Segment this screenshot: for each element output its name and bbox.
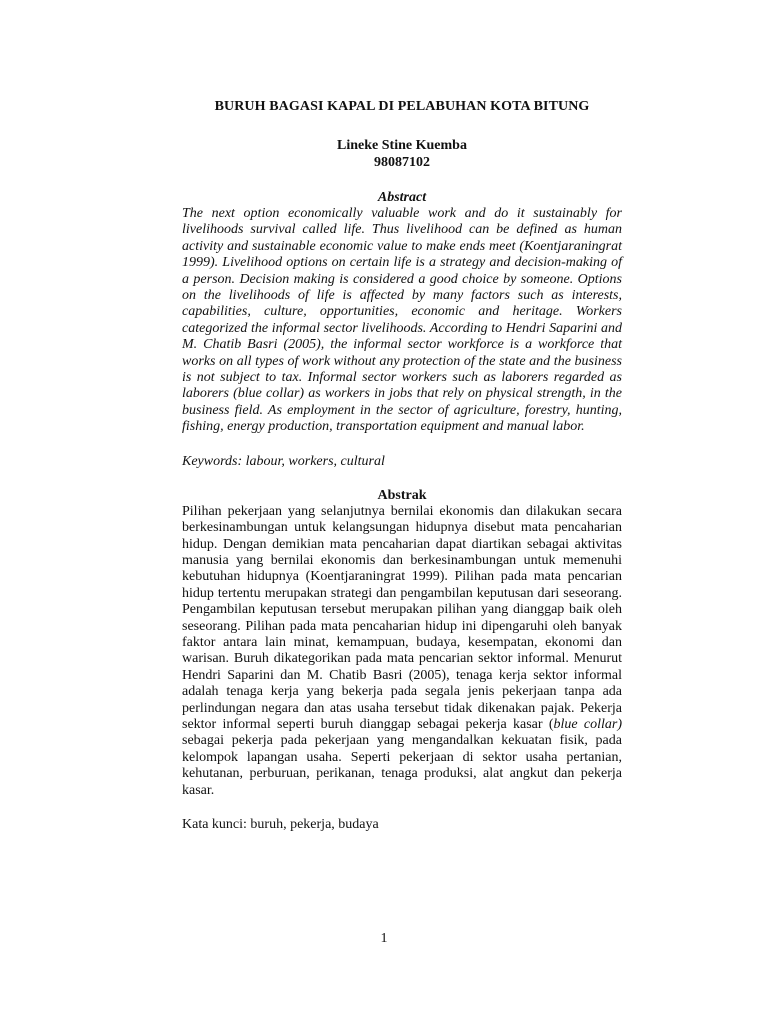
abstract-body: The next option economically valuable work and do it sustainably for livelihoods survival called life. Thus livelihood can be defined as human activity and sustainable economic value to make ends meet (Koentjaraningrat 1999). Livelihood options on certain life is a strategy and decision-making of a person. Decision making is considered a good choice by someone. Options on the livelihoods of life is affected by many factors such as interests, capabilities, culture, opportunities, economic and heritage. Workers categorized the informal sector livelihoods. According to Hendri Saparini and M. Chatib Basri (2005), the informal sector workforce is a workforce that works on all types of work without any protection of the state and the business is not subject to tax. Informal sector workers such as laborers regarded as laborers (blue collar) as workers in jobs that rely on physical strength, in the business field. As employment in the sector of agriculture, forestry, hunting, fishing, energy production, transportation equipment and manual labor. bbox=[182, 206, 622, 435]
abstrak-keywords: Kata kunci: buruh, pekerja, budaya bbox=[182, 817, 379, 832]
abstract-heading: Abstract bbox=[377, 190, 427, 205]
abstrak-body-part-1: Pilihan pekerjaan yang selanjutnya bernilai ekonomis dan dilakukan secara berkesinambungan untuk kelangsungan hidupnya disebut mata pencaharian hidup. Dengan demikian mata pencaharian dapat diartikan sebagai aktivitas manusia yang bernilai ekonomis dan berkesinambungan untuk memenuhi kebutuhan hidupnya (Koentjaraningrat 1999). Pilihan pada mata pencarian hidup tertentu merupakan strategi dan pengambilan keputusan dari seseorang. Pengambilan keputusan tersebut merupakan pilihan yang dianggap baik oleh seseorang. Pilihan pada mata pencaharian hidup ini dipengaruhi oleh banyak faktor antara lain minat, kemampuan, budaya, kesempatan, ekonomi dan warisan. Buruh dikategorikan pada mata pencarian sektor informal. Menurut Hendri Saparini dan M. Chatib Basri (2005), tenaga kerja sektor informal adalah tenaga kerja yang bekerja pada segala jenis pekerjaan tanpa ada perlindungan negara dan atas usaha tersebut tidak dikenakan pajak. Pekerja sektor informal seperti buruh dianggap sebagai pekerja kasar ( bbox=[182, 503, 622, 732]
abstrak-body bbox=[182, 504, 622, 799]
abstract-keywords: Keywords: labour, workers, cultural bbox=[182, 453, 385, 469]
abstrak-body-part-2: sebagai pekerja pada pekerjaan yang mengandalkan kekuatan fisik, pada kelompok lapangan usaha. Seperti pekerjaan di sektor usaha pertanian, kehutanan, perburuan, perikanan, tenaga produksi, alat angkut dan pekerja kasar. bbox=[182, 733, 622, 798]
paper-page bbox=[182, 98, 622, 833]
paper-title: BURUH BAGASI KAPAL DI PELABUHAN KOTA BITUNG bbox=[214, 99, 590, 114]
student-id: 98087102 bbox=[374, 155, 430, 170]
author-name: Lineke Stine Kuemba bbox=[337, 138, 467, 153]
page-number: 1 bbox=[380, 931, 388, 946]
abstrak-heading: Abstrak bbox=[377, 487, 427, 503]
abstrak-body-italic-term: blue collar) bbox=[553, 716, 622, 732]
